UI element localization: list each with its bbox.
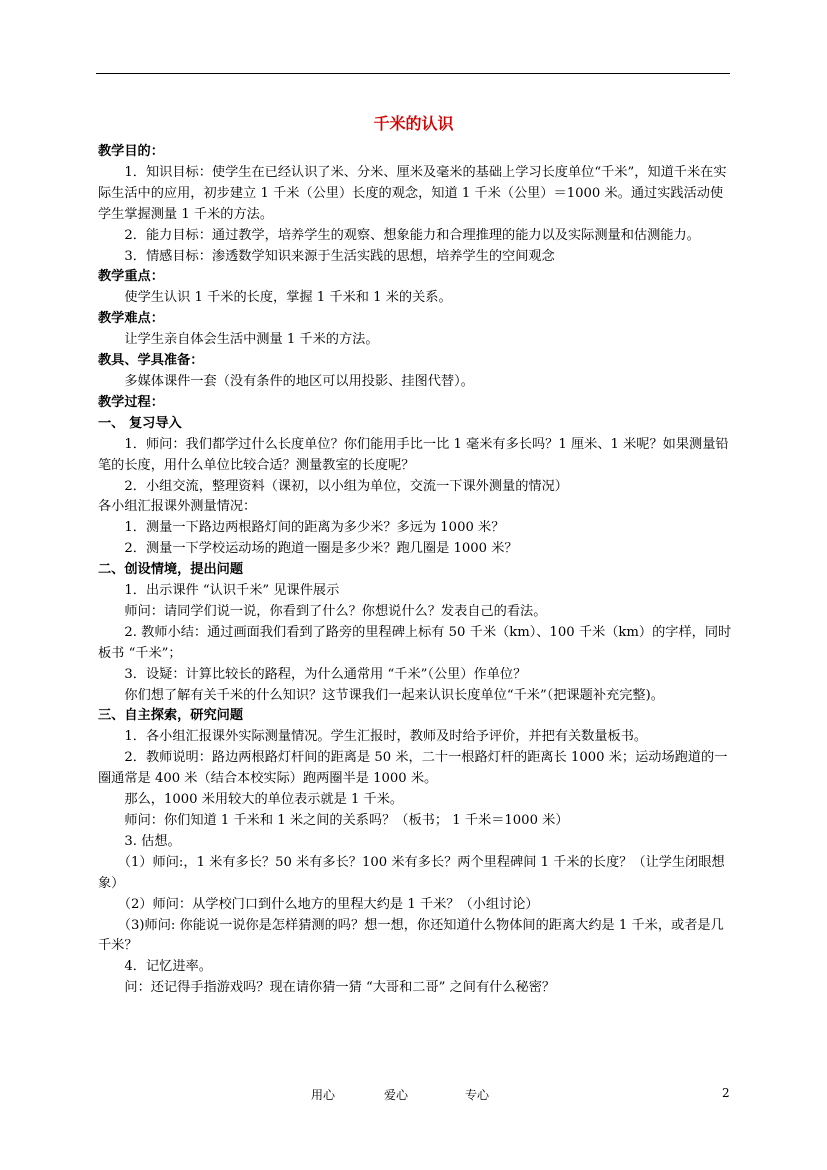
section-heading: 教学目的： bbox=[98, 144, 164, 159]
paragraph: 2．测量一下学校运动场的跑道一圈是多少米？跑几圈是 1000 米？ bbox=[124, 541, 518, 557]
paragraph: 3. 估想。 bbox=[124, 833, 181, 849]
document-title: 千米的认识 bbox=[373, 114, 454, 133]
paragraph: 1．测量一下路边两根路灯间的距离为多少米？多远为 1000 米？ bbox=[124, 520, 505, 536]
paragraph: 师问：你们知道 1 千米和 1 米之间的关系吗？（板书； 1 千米＝1000 米） bbox=[124, 813, 569, 828]
paragraph: 你们想了解有关千米的什么知识？这节课我们一起来认识长度单位“千米”（把课题补充完整)。 bbox=[124, 687, 664, 703]
document-body bbox=[98, 142, 734, 999]
paragraph: 1．出示课件 “认识千米” 见课件展示 bbox=[124, 583, 340, 599]
paragraph: 2. 教师小结：通过画面我们看到了路旁的里程碑上标有 50 千米（km）、100 千米（km）的字样，同时板书 “千米”； bbox=[98, 624, 732, 661]
paragraph: 2．小组交流，整理资料（课初，以小组为单位，交流一下课外测量的情况） bbox=[124, 478, 568, 494]
paragraph: （3)师问: 你能说一说你是怎样猜测的吗？想一想，你还知道什么物体间的距离大约是 1 千米，或者是几千米？ bbox=[98, 917, 724, 954]
section-heading: 教学重点： bbox=[98, 269, 164, 285]
paragraph: 各小组汇报课外测量情况： bbox=[98, 499, 257, 515]
footer-motto-2: 爱心 bbox=[384, 1088, 409, 1102]
paragraph: 问：还记得手指游戏吗？现在请你猜一猜 “大哥和二哥” 之间有什么秘密？ bbox=[124, 980, 556, 996]
footer-motto-1: 用心 bbox=[311, 1088, 336, 1102]
paragraph: 使学生认识 1 千米的长度，掌握 1 千米和 1 米的关系。 bbox=[124, 290, 452, 306]
paragraph: 2．教师说明：路边两根路灯杆间的距离是 50 米，二十一根路灯杆的距离长 1000 米；运动场跑道的一圈通常是 400 米（结合本校实际）跑两圈半是 1000 米。 bbox=[98, 750, 728, 787]
paragraph: 师问：请同学们说一说，你看到了什么？你想说什么？发表自己的看法。 bbox=[124, 603, 547, 619]
page-footer bbox=[0, 1086, 827, 1106]
paragraph: （1）师问:，1 米有多长？50 米有多长？100 米有多长？两个里程碑间 1 千米的长度？（让学生闭眼想象） bbox=[98, 854, 725, 891]
paragraph: 4．记忆进率。 bbox=[124, 959, 212, 975]
paragraph: 3．设疑：计算比较长的路程，为什么通常用 “千米”（公里）作单位？ bbox=[124, 666, 527, 682]
section-heading: 一、 复习导入 bbox=[98, 415, 182, 431]
paragraph: 让学生亲自体会生活中测量 1 千米的方法。 bbox=[124, 332, 379, 348]
header-rule bbox=[96, 73, 730, 74]
paragraph: 多媒体课件一套（没有条件的地区可以用投影、挂图代替）。 bbox=[124, 373, 474, 389]
paragraph: 3．情感目标：渗透数学知识来源于生活实践的思想，培养学生的空间观念 bbox=[124, 248, 555, 264]
paragraph: 那么，1000 米用较大的单位表示就是 1 千米。 bbox=[124, 792, 404, 808]
paragraph: 1．各小组汇报课外实际测量情况。学生汇报时，教师及时给予评价，并把有关数量板书。 bbox=[124, 729, 648, 745]
section-heading: 教学难点： bbox=[98, 311, 164, 327]
page-number: 2 bbox=[722, 1086, 730, 1100]
footer-motto-3: 专心 bbox=[465, 1088, 490, 1102]
section-heading: 教具、学具准备： bbox=[98, 353, 204, 369]
paragraph: 1．知识目标：使学生在已经认识了米、分米、厘米及毫米的基础上学习长度单位“千米”，知道千米在实际生活中的应用，初步建立 1 千米（公里）长度的观念，知道 1 千米（公里）＝1000 米。通过实践活动使学生掌握测量 1 千米的方法。 bbox=[98, 164, 727, 222]
paragraph: 1．师问：我们都学过什么长度单位？你们能用手比一比 1 毫米有多长吗？1 厘米、1 米呢？如果测量铅笔的长度，用什么单位比较合适？测量教室的长度呢？ bbox=[98, 436, 729, 473]
section-heading: 教学过程： bbox=[98, 394, 164, 410]
section-heading: 三、自主探索，研究问题 bbox=[98, 708, 244, 724]
section-heading: 二、创设情境，提出问题 bbox=[98, 562, 244, 578]
paragraph: （2）师问：从学校门口到什么地方的里程大约是 1 千米？（小组讨论） bbox=[117, 896, 539, 912]
paragraph: 2．能力目标：通过教学，培养学生的观察、想象能力和合理推理的能力以及实际测量和估测能力。 bbox=[124, 227, 700, 243]
